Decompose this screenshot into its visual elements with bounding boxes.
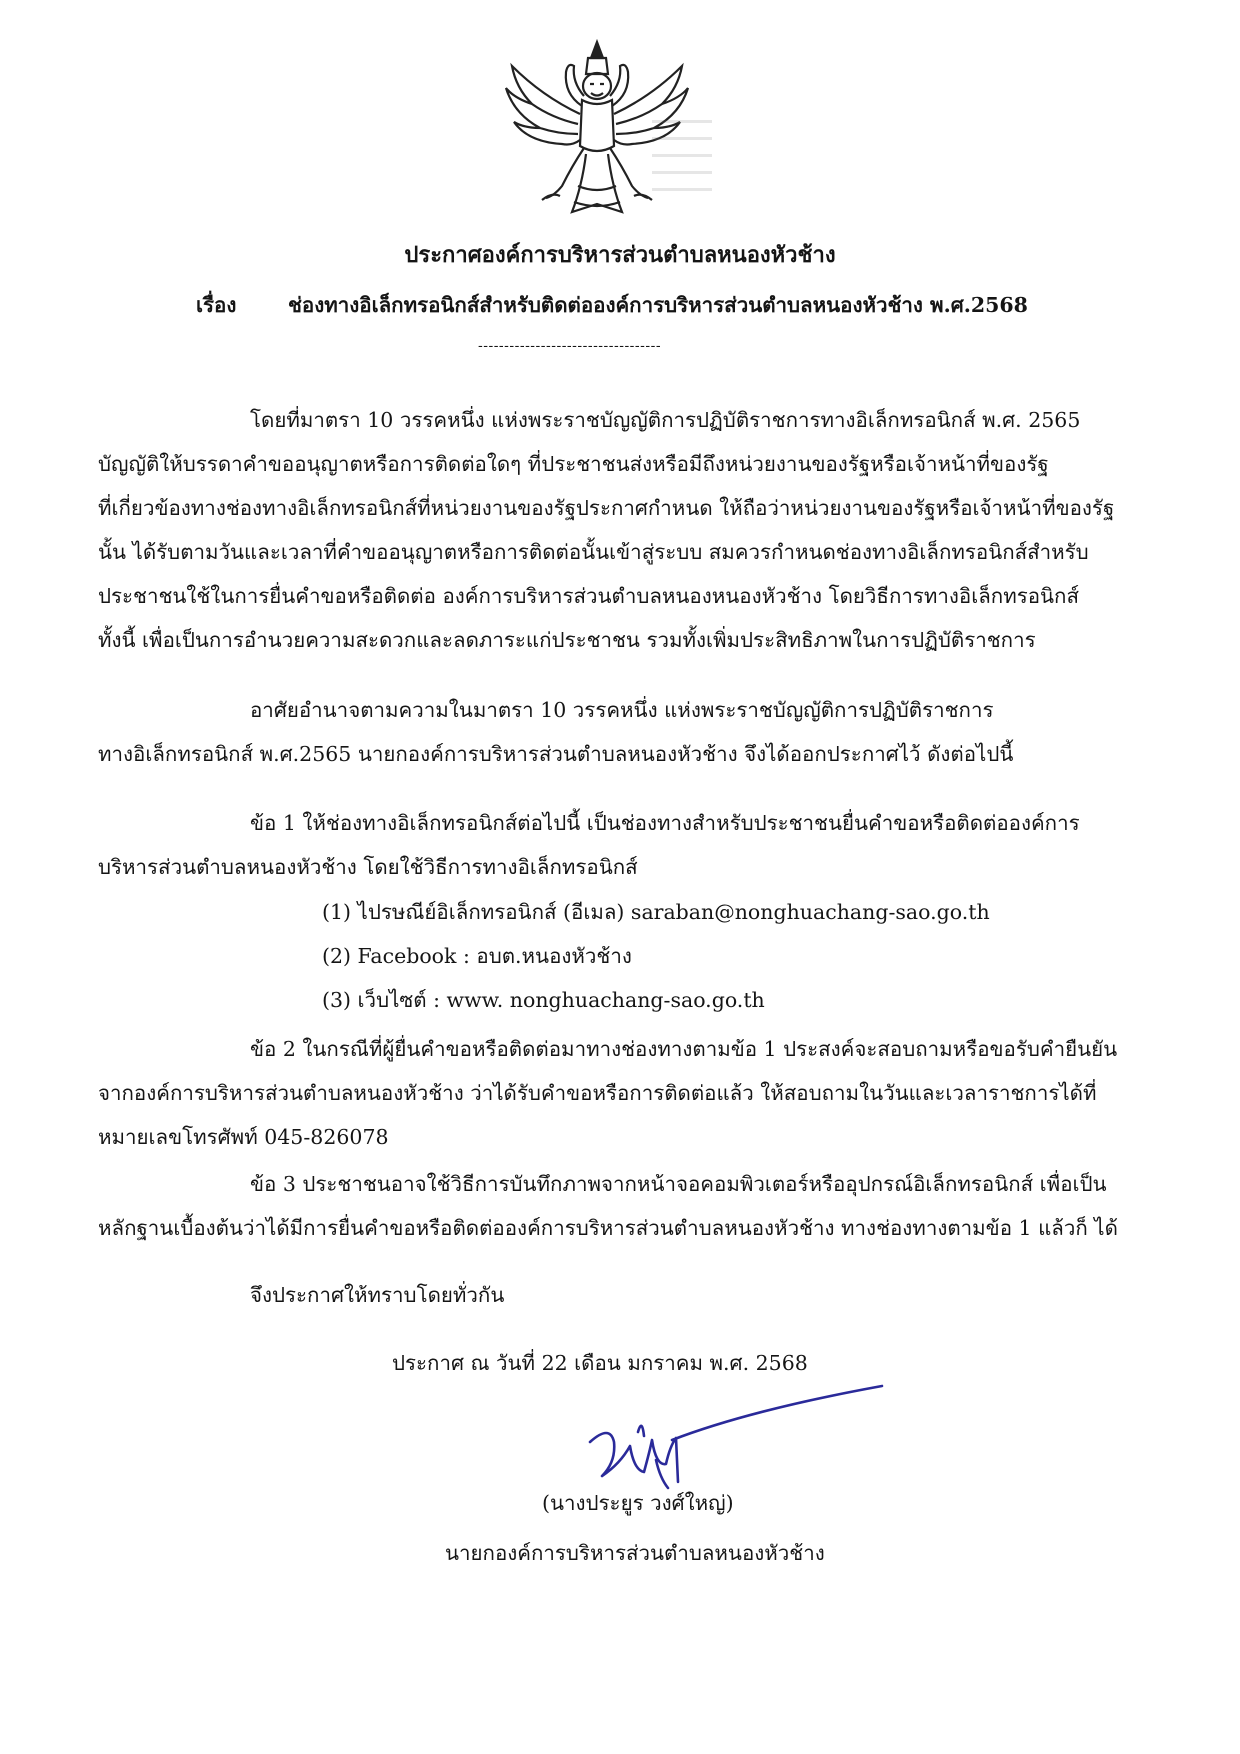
para1-line: บัญญัติให้บรรดาคำขออนุญาตหรือการติดต่อใดๆ ที่ประชาชนส่งหรือมีถึงหน่วยงานของรัฐหรือเจ้าหน้าที่ของรัฐ	[98, 452, 1049, 476]
para1-line: ทั้งนี้ เพื่อเป็นการอำนวยความสะดวกและลดภาระแก่ประชาชน รวมทั้งเพิ่มประสิทธิภาพในการปฏิบัติราชการ	[98, 628, 1036, 652]
clause1-line: บริหารส่วนตำบลหนองหัวช้าง โดยใช้วิธีการทางอิเล็กทรอนิกส์	[98, 855, 638, 879]
closing-statement: จึงประกาศให้ทราบโดยทั่วกัน	[250, 1283, 505, 1307]
para1-line: ประชาชนใช้ในการยื่นคำขอหรือติดต่อ องค์การบริหารส่วนตำบลหนองหนองหัวช้าง โดยวิธีการทางอิเล็กทรอนิกส์	[98, 584, 1079, 608]
channel-website: (3) เว็บไซต์ : www. nonghuachang-sao.go.th	[322, 988, 765, 1012]
signer-name: (นางประยูร วงศ์ใหญ่)	[542, 1491, 734, 1515]
clause3-line: หลักฐานเบื้องต้นว่าได้มีการยื่นคำขอหรือติดต่อองค์การบริหารส่วนตำบลหนองหัวช้าง ทางช่องทางตามข้อ 1 แล้วก็ ได้	[98, 1216, 1118, 1240]
para2-line: อาศัยอำนาจตามความในมาตรา 10 วรรคหนึ่ง แห่งพระราชบัญญัติการปฏิบัติราชการ	[250, 698, 994, 722]
channel-facebook: (2) Facebook : อบต.หนองหัวช้าง	[322, 944, 632, 968]
para1-line: ที่เกี่ยวข้องทางช่องทางอิเล็กทรอนิกส์ที่หน่วยงานของรัฐประกาศกำหนด ให้ถือว่าหน่วยงานของรัฐหรือเจ้าหน้าที่ของรัฐ	[98, 496, 1115, 520]
handwritten-signature-icon	[580, 1380, 890, 1490]
title-divider: -----------------------------------	[478, 338, 662, 354]
subject-label: เรื่อง	[196, 293, 237, 317]
clause2-line: จากองค์การบริหารส่วนตำบลหนองหัวช้าง ว่าได้รับคำขอหรือการติดต่อแล้ว ให้สอบถามในวันและเวลาราชการได้ที่	[98, 1081, 1097, 1105]
para1-line: โดยที่มาตรา 10 วรรคหนึ่ง แห่งพระราชบัญญัติการปฏิบัติราชการทางอิเล็กทรอนิกส์ พ.ศ. 2565	[250, 408, 1081, 432]
page-title: ประกาศองค์การบริหารส่วนตำบลหนองหัวช้าง	[404, 242, 836, 268]
subject-text: ช่องทางอิเล็กทรอนิกส์สำหรับติดต่อองค์การบริหารส่วนตำบลหนองหัวช้าง พ.ศ.2568	[288, 293, 1028, 317]
clause2-line: หมายเลขโทรศัพท์ 045-826078	[98, 1125, 389, 1149]
clause2-line: ข้อ 2 ในกรณีที่ผู้ยื่นคำขอหรือติดต่อมาทางช่องทางตามข้อ 1 ประสงค์จะสอบถามหรือขอรับคำยืนยัน	[250, 1037, 1118, 1061]
para1-line: นั้น ได้รับตามวันและเวลาที่คำขออนุญาตหรือการติดต่อนั้นเข้าสู่ระบบ สมควรกำหนดช่องทางอิเล็กทรอนิกส์สำหรับ	[98, 540, 1089, 564]
faint-background-marks	[652, 120, 712, 200]
announcement-date: ประกาศ ณ วันที่ 22 เดือน มกราคม พ.ศ. 2568	[392, 1351, 808, 1375]
signer-title: นายกองค์การบริหารส่วนตำบลหนองหัวช้าง	[445, 1541, 825, 1565]
channel-email: (1) ไปรษณีย์อิเล็กทรอนิกส์ (อีเมล) saraban@nonghuachang-sao.go.th	[322, 900, 990, 924]
clause3-line: ข้อ 3 ประชาชนอาจใช้วิธีการบันทึกภาพจากหน้าจอคอมพิวเตอร์หรืออุปกรณ์อิเล็กทรอนิกส์ เพื่อเป็น	[250, 1172, 1107, 1196]
para2-line: ทางอิเล็กทรอนิกส์ พ.ศ.2565 นายกองค์การบริหารส่วนตำบลหนองหัวช้าง จึงได้ออกประกาศไว้ ดังต่อไปนี้	[98, 742, 1014, 766]
clause1-line: ข้อ 1 ให้ช่องทางอิเล็กทรอนิกส์ต่อไปนี้ เป็นช่องทางสำหรับประชาชนยื่นคำขอหรือติดต่อองค์การ	[250, 811, 1080, 835]
